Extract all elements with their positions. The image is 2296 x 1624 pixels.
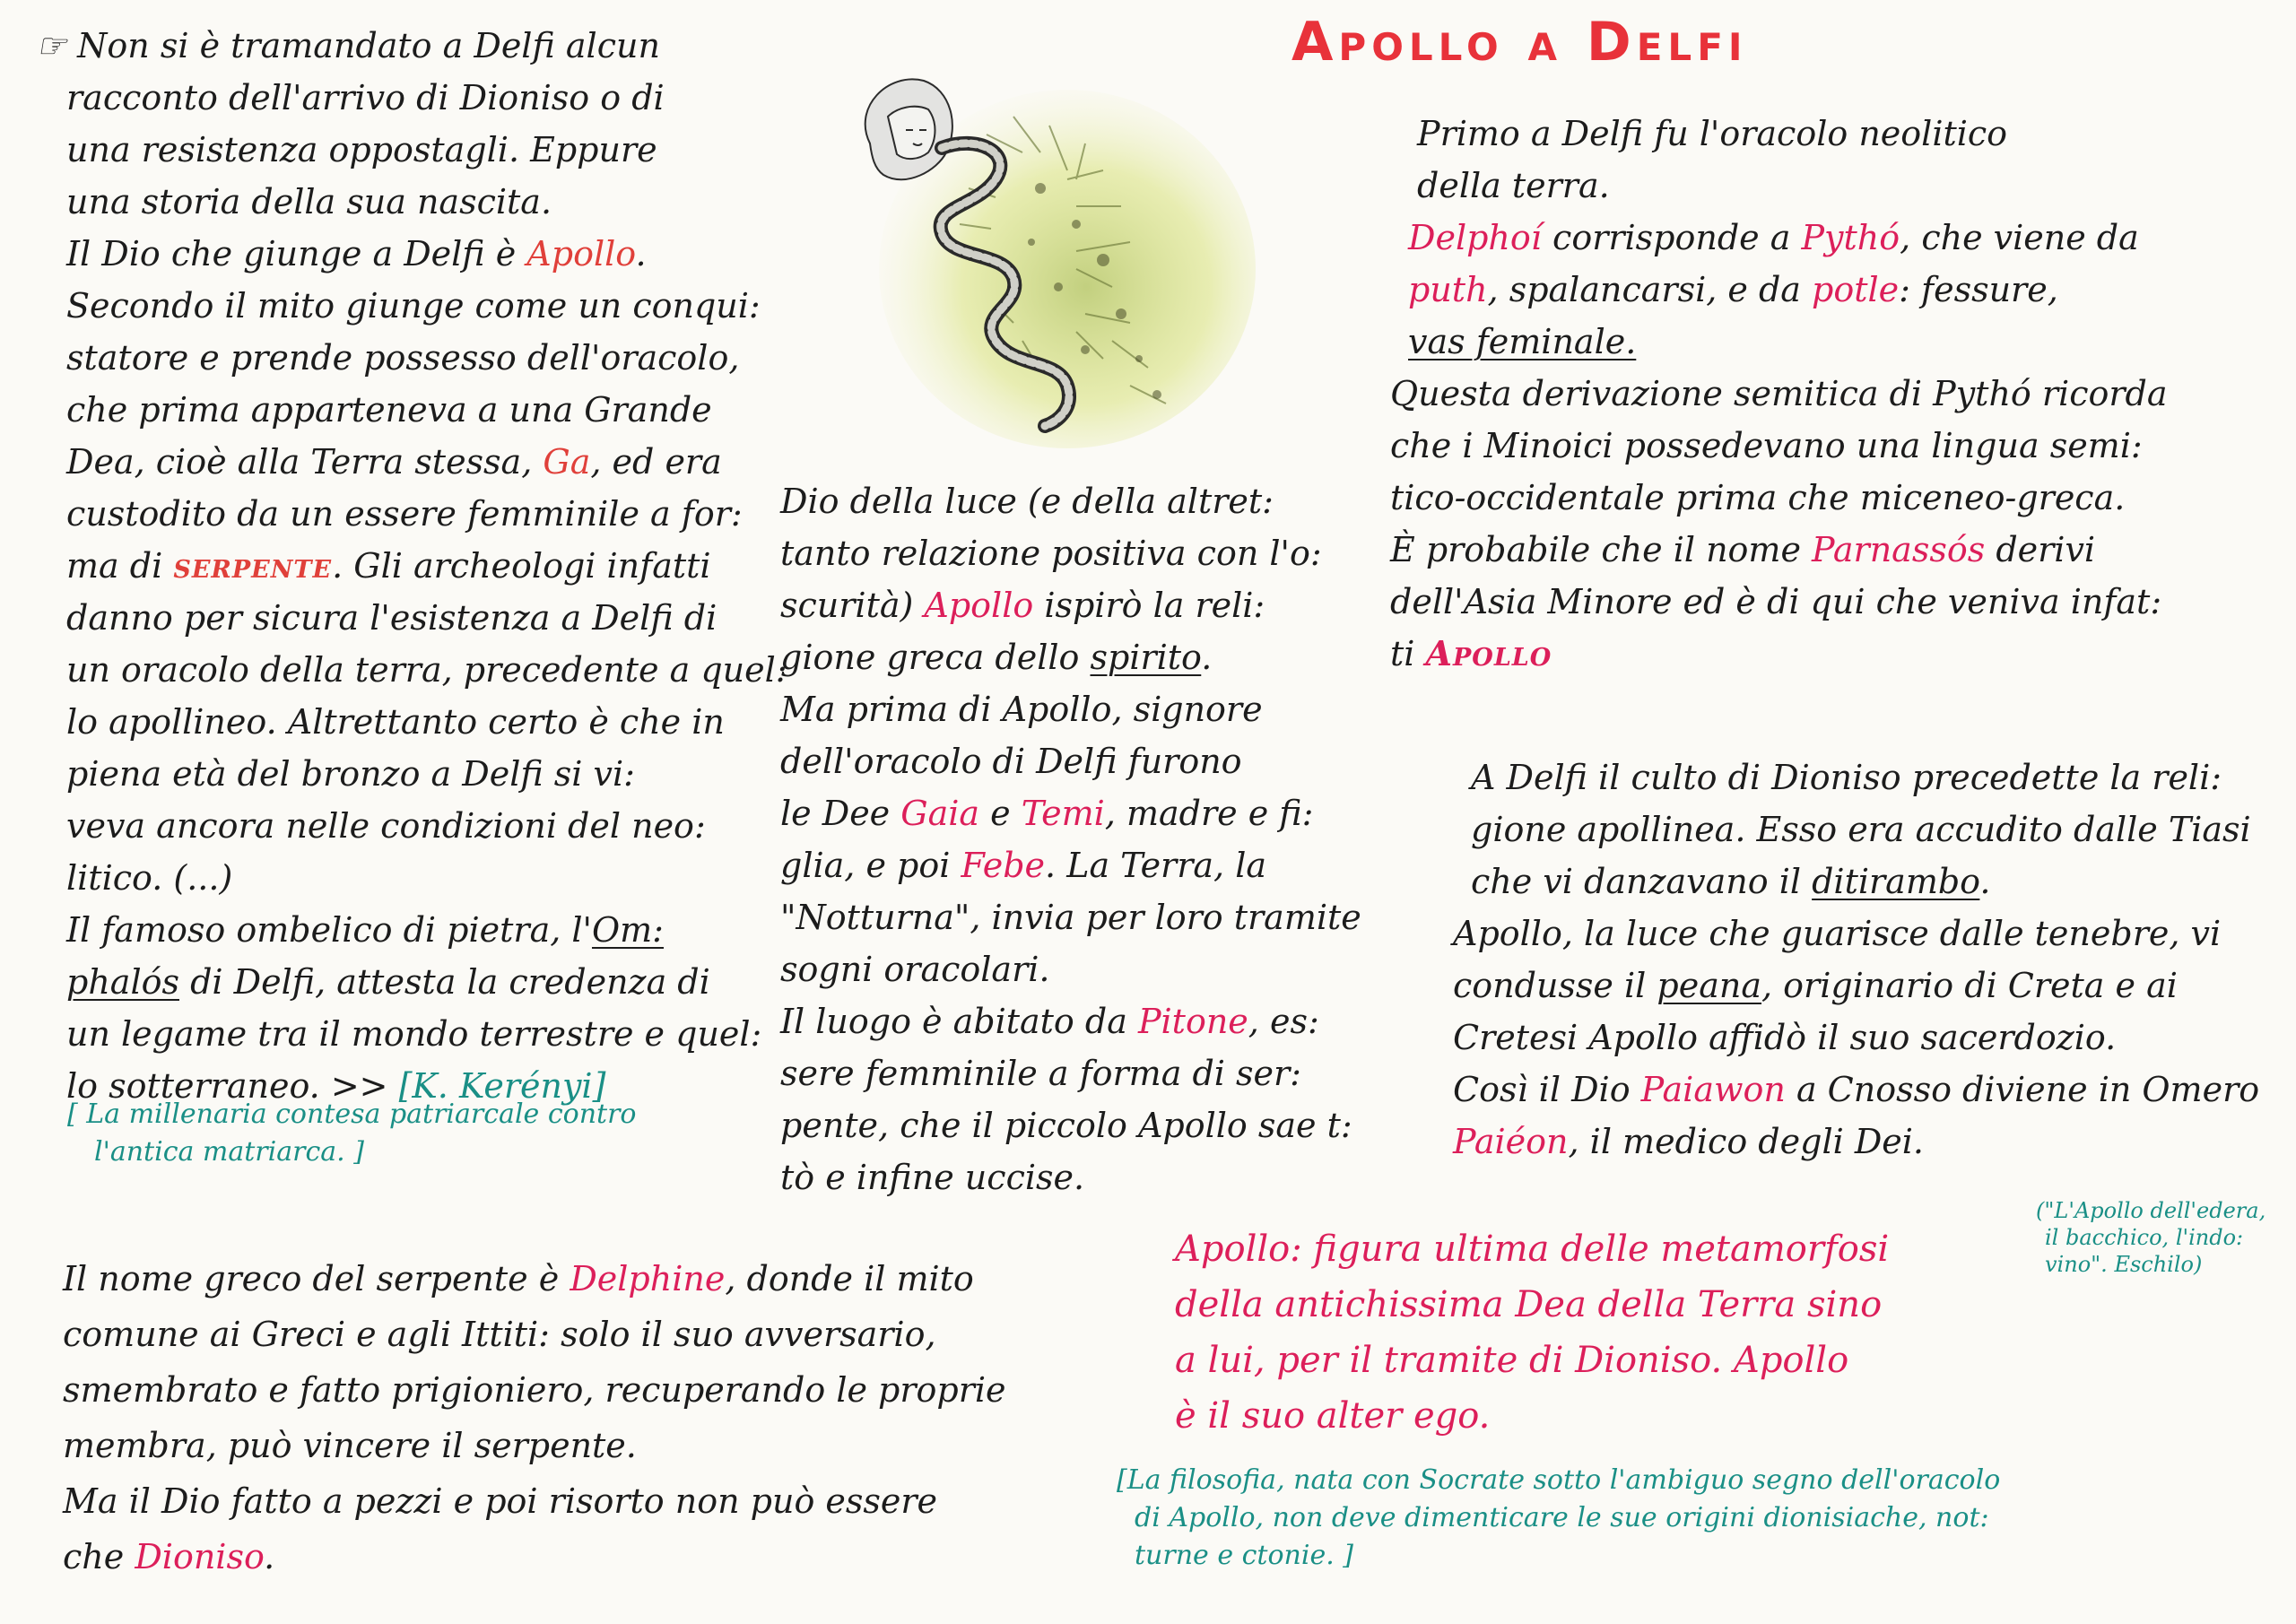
text-line: Cretesi Apollo affidò il suo sacerdozio. — [1453, 1018, 2117, 1057]
text-line: Dea, cioè alla Terra stessa, — [66, 442, 544, 482]
text-line: . — [264, 1537, 275, 1576]
text-line: Apollo: figura ultima delle metamorfosi — [1175, 1229, 1890, 1270]
text-line: Il famoso ombelico di pietra, l' — [66, 910, 592, 950]
underlined-word: vas feminale. — [1408, 322, 1637, 361]
middle-text-column — [780, 475, 1372, 1203]
text-line: statore e prende possesso dell'oracolo, — [66, 338, 740, 378]
text-line: una storia della sua nascita. — [66, 182, 552, 221]
text-line: danno per sicura l'esistenza a Delfi di — [66, 598, 718, 638]
bottom-right-pink-block — [1175, 1221, 2036, 1444]
text-line: ti — [1390, 634, 1426, 673]
text-line: dell'Asia Minore ed è di qui che veniva infat: — [1390, 582, 2162, 621]
highlight-word: potle — [1812, 270, 1900, 309]
text-line: che prima apparteneva a una Grande — [66, 390, 712, 430]
note-line: di Apollo, non deve dimenticare le sue origini dionisiache, not: — [1135, 1502, 1989, 1533]
text-line: che — [63, 1537, 135, 1576]
note-line: vino". Eschilo) — [2045, 1252, 2203, 1277]
highlight-word: Febe — [961, 846, 1046, 885]
text-line: corrisponde a — [1541, 218, 1802, 257]
text-line: veva ancora nelle condizioni del neo: — [66, 806, 706, 846]
right-top-text-column — [1390, 108, 2278, 680]
highlight-word: Temi — [1021, 794, 1105, 833]
highlight-word: Gaia — [900, 794, 980, 833]
text-line: di Delfi, attesta la credenza di — [179, 962, 710, 1002]
highlight-word: Apollo — [924, 586, 1034, 625]
highlight-word: Paiawon — [1640, 1070, 1786, 1109]
text-line: è il suo alter ego. — [1175, 1395, 1491, 1437]
highlight-word: Parnassós — [1812, 530, 1986, 569]
text-line: , originario di Creta e ai — [1761, 966, 2178, 1005]
note-line: [La filosofia, nata con Socrate sotto l'ambiguo segno dell'oracolo — [1117, 1464, 2001, 1496]
text-line: derivi — [1985, 530, 2096, 569]
text-line: smembrato e fatto prigioniero, recuperando le proprie — [63, 1370, 1006, 1410]
underlined-word: peana — [1657, 966, 1761, 1005]
text-line: lo sotterraneo. >> — [66, 1066, 399, 1106]
text-line: . Gli archeologi infatti — [332, 546, 711, 586]
note-line: turne e ctonie. ] — [1135, 1540, 1353, 1571]
text-line: a Cnosso diviene in Omero — [1785, 1070, 2260, 1109]
text-line: ispirò la reli: — [1033, 586, 1265, 625]
text-line: a lui, per il tramite di Dioniso. Apollo — [1175, 1340, 1849, 1381]
text-line: , es: — [1248, 1002, 1319, 1041]
text-line: : fessure, — [1899, 270, 2058, 309]
text-line: , spalancarsi, e da — [1487, 270, 1813, 309]
text-line: Non si è tramandato a Delfi alcun — [77, 26, 660, 65]
text-line: "Notturna", invia per loro tramite — [780, 898, 1361, 937]
text-line: racconto dell'arrivo di Dioniso o di — [66, 78, 665, 117]
text-line: comune ai Greci e agli Ittiti: solo il suo avversario, — [63, 1315, 936, 1354]
text-line: Apollo, la luce che guarisce dalle tenebre, vi — [1453, 914, 2222, 953]
text-line: Secondo il mito giunge come un conqui: — [66, 286, 761, 326]
text-line: sogni oracolari. — [780, 950, 1050, 989]
text-line: le Dee — [780, 794, 901, 833]
text-line: della antichissima Dea della Terra sino — [1175, 1284, 1883, 1325]
underlined-word: Om: — [591, 910, 664, 950]
note-line: [ La millenaria contesa patriarcale contro — [67, 1099, 637, 1130]
highlight-word: Ga — [543, 442, 591, 482]
text-line: , ed era — [590, 442, 722, 482]
text-line: , il medico degli Dei. — [1568, 1122, 1925, 1161]
text-line: litico. (...) — [66, 858, 233, 898]
highlight-word: Dioniso — [135, 1537, 265, 1576]
text-line: Dio della luce (e della altret: — [780, 482, 1274, 521]
underlined-word: ditirambo — [1812, 862, 1980, 901]
text-line: Il Dio che giunge a Delfi è — [66, 234, 527, 274]
serpent-figure-illustration — [834, 54, 1256, 448]
underlined-word: phalós — [66, 962, 179, 1002]
text-line: condusse il — [1453, 966, 1657, 1005]
note-line: ("L'Apollo dell'edera, — [2036, 1198, 2266, 1223]
highlight-word: serpente — [173, 545, 333, 586]
text-line: piena età del bronzo a Delfi si vi: — [66, 754, 635, 794]
text-line: della terra. — [1417, 166, 1610, 205]
text-line: Così il Dio — [1453, 1070, 1641, 1109]
text-line: custodito da un essere femminile a for: — [66, 494, 743, 534]
text-line: A Delfi il culto di Dioniso precedette la reli: — [1471, 758, 2222, 797]
text-line: un legame tra il mondo terrestre e quel: — [66, 1014, 762, 1054]
highlight-word: Apollo — [526, 234, 636, 274]
left-margin-note — [67, 1096, 695, 1171]
right-middle-text-column — [1453, 751, 2278, 1168]
text-line: membra, può vincere il serpente. — [63, 1426, 637, 1465]
text-line: , madre e fi: — [1104, 794, 1314, 833]
highlight-word: Apollo — [1425, 633, 1552, 673]
text-line: . La Terra, la — [1045, 846, 1267, 885]
bottom-right-note — [1117, 1462, 2148, 1575]
text-line: che i Minoici possedevano una lingua semi: — [1390, 426, 2143, 465]
bottom-left-text-block — [63, 1251, 1049, 1585]
side-margin-note — [2036, 1197, 2292, 1278]
text-line: pente, che il piccolo Apollo sae t: — [780, 1106, 1352, 1145]
text-line: . — [635, 234, 647, 274]
text-line: È probabile che il nome — [1390, 530, 1813, 569]
text-line: scurità) — [780, 586, 925, 625]
text-line: Il nome greco del serpente è — [63, 1259, 570, 1298]
text-line: una resistenza oppostagli. Eppure — [66, 130, 657, 169]
highlight-word: Pythó — [1801, 218, 1900, 257]
text-line: . — [1201, 638, 1213, 677]
page-title: Apollo a Delfi — [1292, 11, 1748, 74]
text-line: , che viene da — [1900, 218, 2139, 257]
text-line: Primo a Delfi fu l'oracolo neolitico — [1417, 114, 2008, 153]
text-line: gione greca dello — [780, 638, 1091, 677]
highlight-word: Pitone — [1137, 1002, 1248, 1041]
text-line: ma di — [66, 546, 174, 586]
text-line: tanto relazione positiva con l'o: — [780, 534, 1322, 573]
left-text-column — [36, 20, 787, 1112]
text-line: e — [979, 794, 1022, 833]
text-line: Questa derivazione semitica di Pythó ricorda — [1390, 374, 2168, 413]
text-line: lo apollineo. Altrettanto certo è che in — [66, 702, 725, 742]
text-line: tò e infine uccise. — [780, 1158, 1085, 1197]
highlight-word: Delphoí — [1408, 218, 1542, 257]
text-line: che vi danzavano il — [1471, 862, 1813, 901]
text-line: Il luogo è abitato da — [780, 1002, 1138, 1041]
underlined-word: spirito — [1090, 638, 1202, 677]
text-line: . — [1979, 862, 1991, 901]
text-line: tico-occidentale prima che miceneo-greca. — [1390, 478, 2126, 517]
note-line: il bacchico, l'indo: — [2045, 1225, 2244, 1250]
pointing-hand-icon: ☞ — [36, 26, 67, 65]
text-line: dell'oracolo di Delfi furono — [780, 742, 1242, 781]
text-line: sere femminile a forma di ser: — [780, 1054, 1301, 1093]
text-line: glia, e poi — [780, 846, 961, 885]
text-line: un oracolo della terra, precedente a quel: — [66, 650, 787, 690]
note-line: l'antica matriarca. ] — [94, 1136, 364, 1168]
highlight-word: Paiéon — [1453, 1122, 1569, 1161]
text-line: Ma prima di Apollo, signore — [780, 690, 1263, 729]
highlight-word: Delphine — [570, 1259, 726, 1298]
citation: [K. Kerényi] — [398, 1066, 606, 1106]
text-line: , donde il mito — [725, 1259, 974, 1298]
highlight-word: puth — [1408, 270, 1488, 309]
text-line: Ma il Dio fatto a pezzi e poi risorto non può essere — [63, 1481, 938, 1521]
text-line: gione apollinea. Esso era accudito dalle Tiasi — [1471, 810, 2251, 849]
